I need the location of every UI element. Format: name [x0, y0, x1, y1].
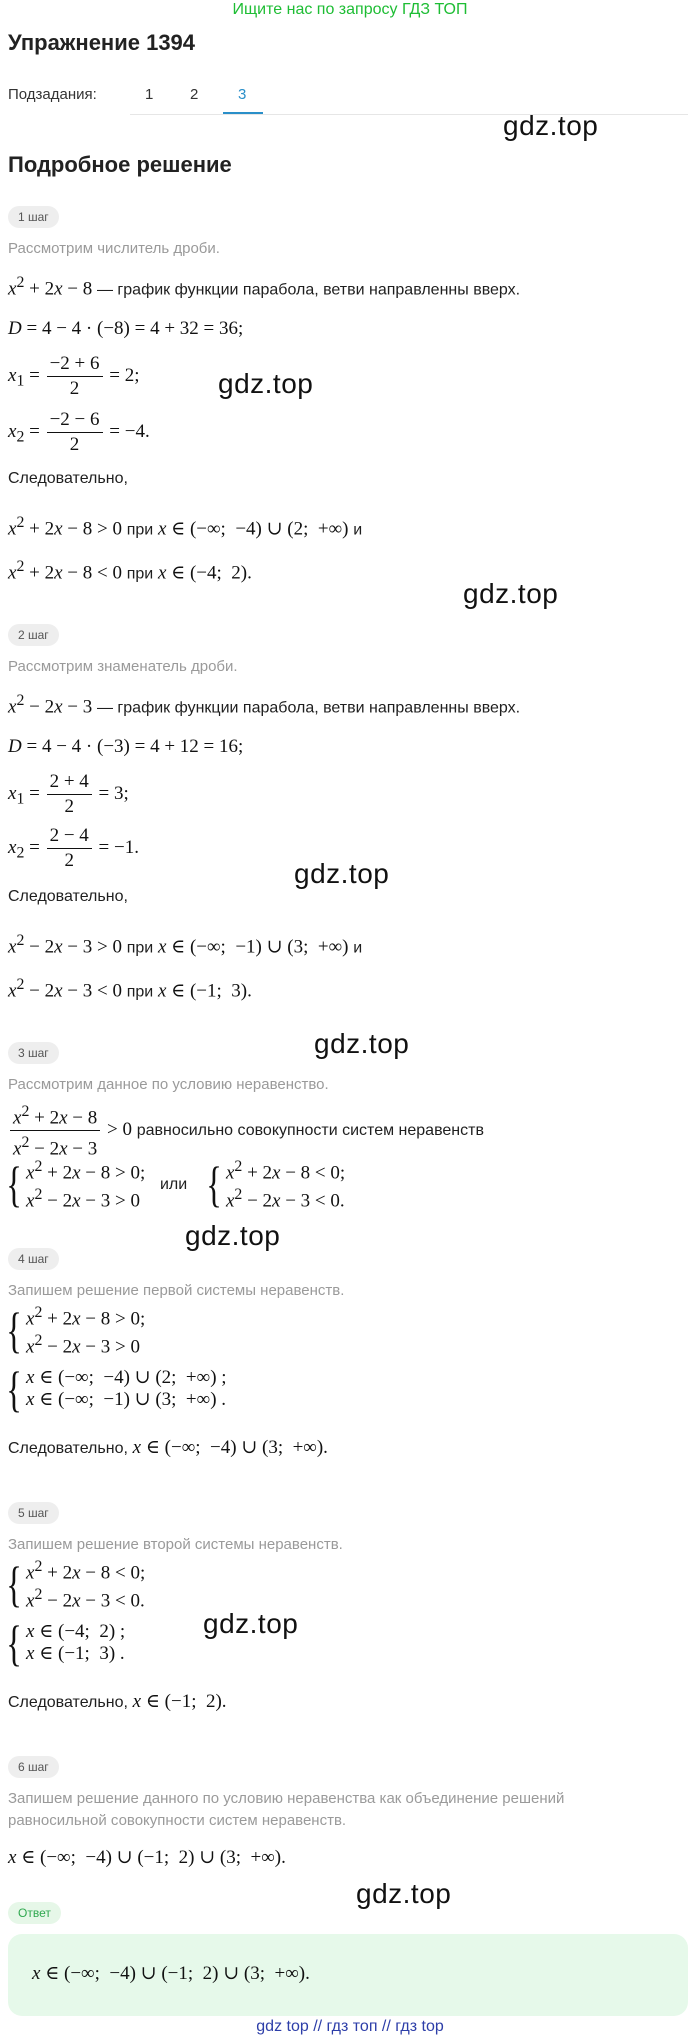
step-text: — график функции парабола, ветви направленны вверх.	[96, 699, 521, 717]
step-conclusion: Следовательно,	[8, 888, 128, 905]
math-line: $x_2$ = $\frac{2 - 4}{2}$ = −1.	[8, 825, 139, 871]
system-of-inequalities: { $x^2 + 2x - 8 > 0$; $x^2 - 2x - 3 > 0$ или { $x^2 + 2x - 8 < 0$; $x^2 - 2x - 3 < 0$.	[6, 1156, 346, 1213]
step-intro: Запишем решение второй системы неравенств.	[8, 1536, 343, 1553]
math-line: $x_1$ = $\frac{-2 + 6}{2}$ = 2;	[8, 353, 140, 399]
subtask-active-underline	[223, 112, 263, 114]
step-conclusion: Следовательно,	[8, 1440, 128, 1457]
math-line: x ∈ (−∞; −4) ∪ (−1; 2) ∪ (3; +∞).	[8, 1847, 286, 1868]
subtask-tab-1[interactable]: 1	[145, 86, 154, 103]
step-text: — график функции парабола, ветви направленны вверх.	[96, 281, 521, 299]
pri-word: при	[126, 939, 154, 957]
math-line: D = 4 − 4 · (−3) = 4 + 12 = 16;	[8, 736, 244, 757]
watermark: gdz.top	[314, 1028, 410, 1059]
answer-badge: Ответ	[8, 1902, 61, 1924]
math-line: $x_1$ = $\frac{2 + 4}{2}$ = 3;	[8, 771, 129, 817]
and-word: и	[353, 521, 363, 539]
top-banner[interactable]: Ищите нас по запросу ГДЗ ТОП	[232, 1, 468, 18]
math-line: $x^2 - 2x - 3 > 0$ при x ∈ (−∞; −1) ∪ (3; +∞) и	[8, 932, 363, 958]
math-line: $x^2 + 2x - 8$ — график функции парабола, ветви направленны вверх.	[8, 274, 521, 300]
pri-word: при	[126, 565, 154, 583]
step-badge: 1 шаг	[8, 206, 59, 228]
system-of-inequalities: { $x^2 + 2x - 8 < 0$; $x^2 - 2x - 3 < 0$.	[6, 1556, 146, 1613]
math-line: $x^2 - 2x - 3$ — график функции парабола, ветви направленны вверх.	[8, 692, 521, 718]
step-badge: 3 шаг	[8, 1042, 59, 1064]
step-conclusion: Следовательно,	[8, 470, 128, 487]
watermark: gdz.top	[294, 858, 390, 889]
step-intro: Запишем решение первой системы неравенств.	[8, 1282, 345, 1299]
step-badge: 2 шаг	[8, 624, 59, 646]
math-line: $x_2$ = $\frac{-2 - 6}{2}$ = −4.	[8, 409, 150, 455]
watermark: gdz.top	[463, 578, 559, 609]
watermark: gdz.top	[503, 110, 599, 141]
or-word: или	[159, 1175, 188, 1193]
step-conclusion: Следовательно,	[8, 1694, 128, 1711]
watermark: gdz.top	[218, 368, 314, 399]
system-of-inequalities: { $x^2 + 2x - 8 > 0$; $x^2 - 2x - 3 > 0$	[6, 1302, 146, 1359]
step-intro: Рассмотрим числитель дроби.	[8, 240, 220, 257]
subtask-divider	[130, 114, 688, 115]
exercise-title: Упражнение 1394	[8, 30, 196, 55]
math-line: Следовательно, x ∈ (−1; 2).	[8, 1691, 227, 1712]
math-line: Следовательно, x ∈ (−∞; −4) ∪ (3; +∞).	[8, 1437, 328, 1458]
subtask-tab-2[interactable]: 2	[190, 86, 199, 103]
footer-links[interactable]: gdz top // гдз топ // гдз top	[256, 2018, 444, 2035]
section-title: Подробное решение	[8, 152, 232, 177]
watermark: gdz.top	[356, 1878, 452, 1909]
step-intro: Рассмотрим знаменатель дроби.	[8, 658, 238, 675]
watermark: gdz.top	[185, 1220, 281, 1251]
step-intro: Запишем решение данного по условию неравенства как объединение решений	[8, 1790, 565, 1807]
math-line: $x^2 + 2x - 8 < 0$ при x ∈ (−4; 2).	[8, 558, 252, 584]
step-intro: равносильной совокупности систем неравенств.	[8, 1812, 347, 1829]
step-badge: 6 шаг	[8, 1756, 59, 1778]
answer-box	[8, 1934, 688, 2016]
math-line: $x^2 + 2x - 8 > 0$ при x ∈ (−∞; −4) ∪ (2; +∞) и	[8, 514, 363, 540]
system-of-solutions: { x ∈ (−∞; −4) ∪ (2; +∞) ; x ∈ (−∞; −1) ∪ (3; +∞) .	[6, 1361, 227, 1417]
math-line: $x^2 - 2x - 3 < 0$ при x ∈ (−1; 3).	[8, 976, 252, 1002]
system-of-solutions: { x ∈ (−4; 2) ; x ∈ (−1; 3) .	[6, 1615, 126, 1671]
pri-word: при	[126, 983, 154, 1001]
answer-math: x ∈ (−∞; −4) ∪ (−1; 2) ∪ (3; +∞).	[32, 1963, 310, 1984]
subtask-tab-3[interactable]: 3	[238, 86, 247, 103]
step-badge: 5 шаг	[8, 1502, 59, 1524]
step-intro: Рассмотрим данное по условию неравенство.	[8, 1076, 329, 1093]
step-badge: 4 шаг	[8, 1248, 59, 1270]
math-line: D = 4 − 4 · (−8) = 4 + 32 = 36;	[8, 318, 244, 339]
watermark: gdz.top	[203, 1608, 299, 1639]
pri-word: при	[126, 521, 154, 539]
and-word: и	[353, 939, 363, 957]
step-text: равносильно совокупности систем неравенств	[136, 1122, 484, 1140]
subtasks-label: Подзадания:	[8, 86, 97, 103]
math-line: $\frac{x^2 + 2x - 8}{x^2 - 2x - 3}$ > 0 равносильно совокупности систем неравенств	[8, 1100, 484, 1162]
